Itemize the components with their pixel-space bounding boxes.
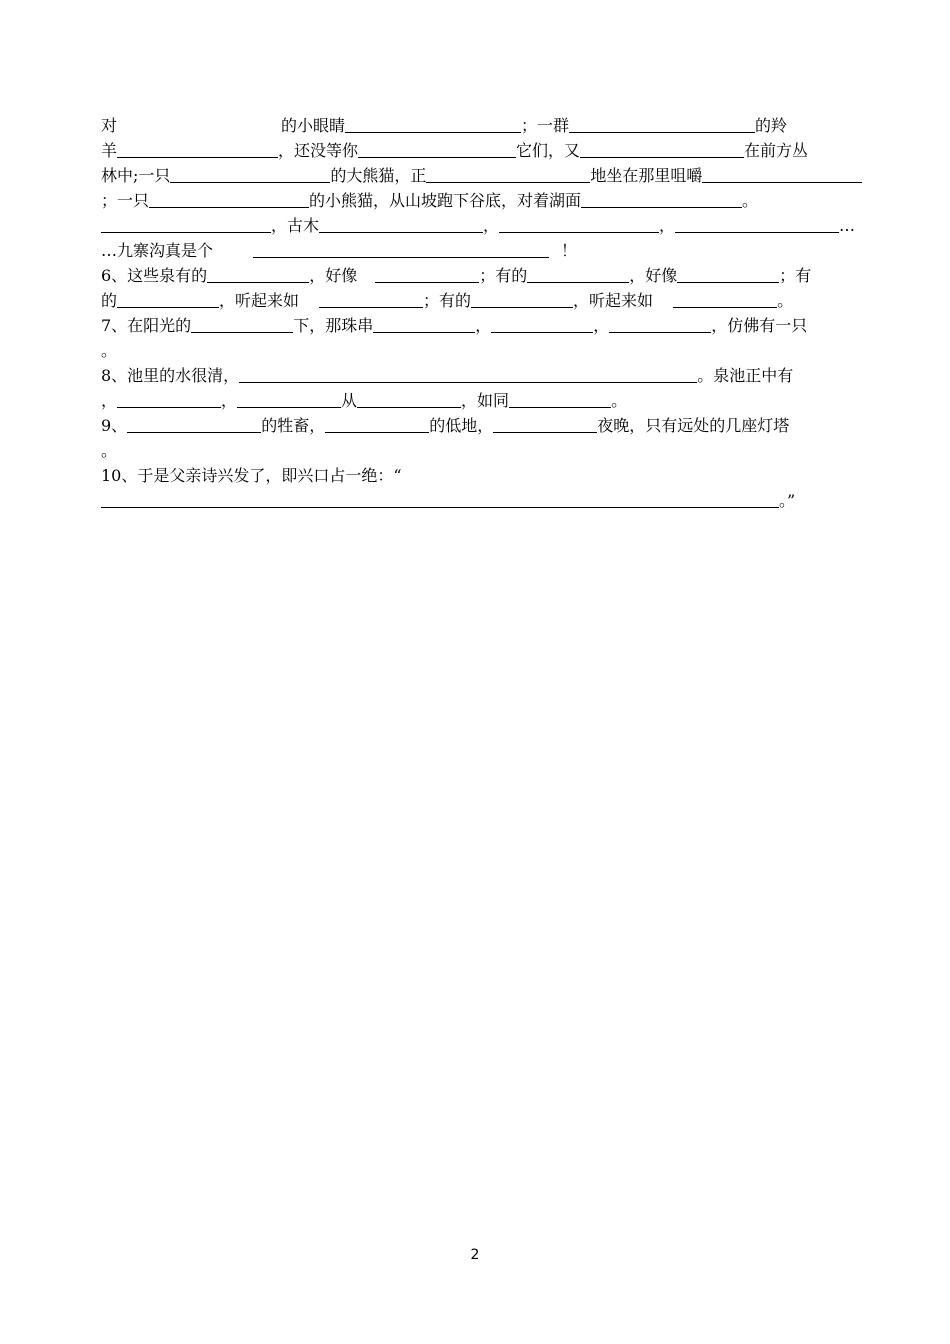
fill-blank[interactable] xyxy=(325,416,429,433)
blank-space xyxy=(549,242,561,258)
fill-blank[interactable] xyxy=(499,216,659,233)
q5-line-4 xyxy=(101,191,758,215)
fill-blank[interactable] xyxy=(527,266,629,283)
fill-blank[interactable] xyxy=(375,266,479,283)
fill-blank[interactable] xyxy=(207,266,309,283)
q6-line-1 xyxy=(101,266,811,290)
text: 的低地， xyxy=(429,416,494,435)
text: ；有 xyxy=(779,266,812,285)
text: ，古木 xyxy=(271,216,320,235)
text: 它们，又 xyxy=(516,141,581,160)
q8-line-1 xyxy=(101,366,793,390)
text: 。” xyxy=(779,491,796,510)
text: ，好像 xyxy=(309,266,358,285)
fill-blank[interactable] xyxy=(509,391,611,408)
text: … xyxy=(839,216,856,235)
fill-blank[interactable] xyxy=(675,216,839,233)
text: 林中;一只 xyxy=(101,166,171,185)
text: ，仿佛有一只 xyxy=(711,316,808,335)
text: ，还没等你 xyxy=(278,141,359,160)
text: ， xyxy=(659,216,676,235)
q9-line-1 xyxy=(101,416,789,440)
text: 。 xyxy=(611,391,628,410)
fill-blank[interactable] xyxy=(117,141,278,158)
fill-blank[interactable] xyxy=(191,316,293,333)
text: ；一群 xyxy=(521,116,570,135)
text: 7、在阳光的 xyxy=(101,316,192,335)
text: 的小熊猫，从山坡跑下谷底，对着湖面 xyxy=(309,191,582,210)
q5-line-5 xyxy=(101,216,855,240)
text: 。泉池正中有 xyxy=(697,366,794,385)
fill-blank[interactable] xyxy=(569,116,755,133)
fill-blank[interactable] xyxy=(170,166,330,183)
fill-blank[interactable] xyxy=(609,316,711,333)
text: 下，那珠串 xyxy=(293,316,374,335)
text: ，如同 xyxy=(461,391,510,410)
text: 。 xyxy=(777,291,794,310)
fill-blank[interactable] xyxy=(673,291,777,308)
q5-line-1 xyxy=(101,116,787,140)
text: …九寨沟真是个 xyxy=(101,241,214,260)
fill-blank[interactable] xyxy=(580,141,744,158)
text: 的 xyxy=(101,291,118,310)
text: ， xyxy=(221,391,238,410)
q5-line-3 xyxy=(101,166,862,190)
q8-line-2 xyxy=(101,391,627,415)
fill-blank[interactable] xyxy=(491,316,593,333)
text: 对 xyxy=(101,116,118,135)
fill-blank[interactable] xyxy=(345,116,521,133)
q10-line-1 xyxy=(101,466,402,490)
text: 从 xyxy=(341,391,358,410)
fill-blank[interactable] xyxy=(319,216,483,233)
fill-blank[interactable] xyxy=(319,291,423,308)
fill-blank[interactable] xyxy=(237,391,341,408)
fill-blank[interactable] xyxy=(426,166,590,183)
text: 。 xyxy=(101,341,118,360)
text: ；一只 xyxy=(101,191,150,210)
text: ；有的 xyxy=(479,266,528,285)
q7-line-2 xyxy=(101,341,117,365)
fill-blank[interactable] xyxy=(358,141,516,158)
fill-blank[interactable] xyxy=(373,316,475,333)
text: 夜晚，只有远处的几座灯塔 xyxy=(597,416,790,435)
text: 羊 xyxy=(101,141,118,160)
text: 的小眼睛 xyxy=(281,116,346,135)
text: 6、这些泉有的 xyxy=(101,266,208,285)
fill-blank[interactable] xyxy=(239,366,697,383)
blank-space xyxy=(653,292,673,308)
q5-line-2 xyxy=(101,141,808,165)
q9-line-2 xyxy=(101,441,117,465)
blank-space xyxy=(357,267,375,283)
blank-space xyxy=(299,292,319,308)
text: 9、 xyxy=(101,416,128,435)
text: 的牲畜， xyxy=(261,416,326,435)
text: 的羚 xyxy=(755,116,788,135)
text: 8、池里的水很清， xyxy=(101,366,240,385)
text: ， xyxy=(483,216,500,235)
fill-blank[interactable] xyxy=(677,266,779,283)
fill-blank[interactable] xyxy=(117,291,219,308)
text: ， xyxy=(475,316,492,335)
text: 。 xyxy=(101,441,118,460)
fill-blank[interactable] xyxy=(149,191,309,208)
text: 地坐在那里咀嚼 xyxy=(590,166,703,185)
fill-blank[interactable] xyxy=(471,291,573,308)
text: ， xyxy=(593,316,610,335)
text: ；有的 xyxy=(423,291,472,310)
text: ！ xyxy=(561,241,578,260)
text: ，听起来如 xyxy=(219,291,300,310)
fill-blank[interactable] xyxy=(581,191,742,208)
text: 的大熊猫，正 xyxy=(330,166,427,185)
text: 10、于是父亲诗兴发了，即兴口占一绝：“ xyxy=(101,466,402,485)
text: ， xyxy=(101,391,118,410)
q10-line-2 xyxy=(101,491,795,515)
fill-blank[interactable] xyxy=(702,166,862,183)
fill-blank[interactable] xyxy=(493,416,597,433)
fill-blank[interactable] xyxy=(127,416,261,433)
text: 。 xyxy=(742,191,759,210)
text: ，听起来如 xyxy=(573,291,654,310)
text: 在前方丛 xyxy=(744,141,809,160)
blank-space xyxy=(213,242,253,258)
q6-line-2 xyxy=(101,291,793,315)
fill-blank[interactable] xyxy=(253,241,549,258)
page-number: 2 xyxy=(470,1247,480,1263)
fill-blank[interactable] xyxy=(357,391,461,408)
q7-line-1 xyxy=(101,316,807,340)
fill-blank[interactable] xyxy=(101,216,271,233)
text: ，好像 xyxy=(629,266,678,285)
blank-space xyxy=(117,117,281,133)
fill-blank[interactable] xyxy=(101,491,779,508)
fill-blank[interactable] xyxy=(117,391,221,408)
q5-line-6 xyxy=(101,241,577,265)
